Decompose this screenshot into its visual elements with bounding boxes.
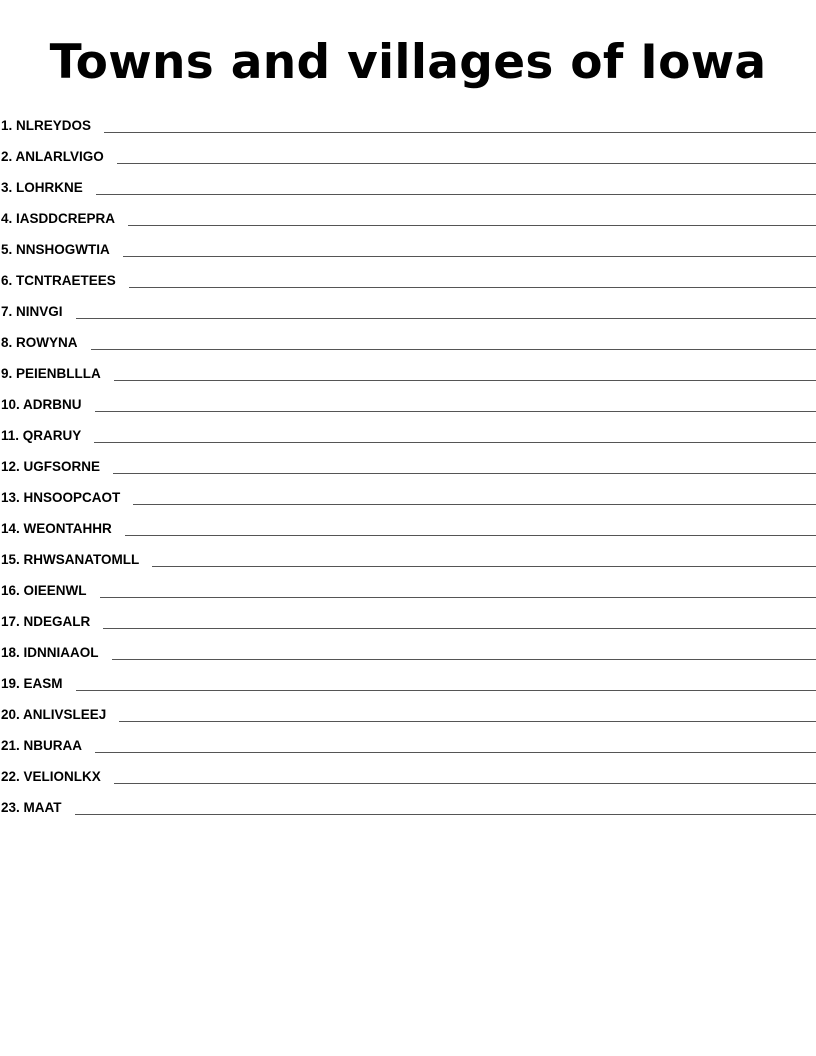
answer-line[interactable] [113, 473, 816, 474]
scrambled-word: NDEGALR [23, 613, 91, 629]
item-label [0, 580, 87, 602]
list-item [0, 544, 816, 575]
scrambled-word: PEIENBLLLA [16, 365, 101, 381]
scrambled-word: MAAT [23, 799, 62, 815]
scrambled-word: NLREYDOS [16, 117, 92, 133]
item-number: 19. [1, 675, 20, 691]
list-item [0, 141, 816, 172]
scrambled-word: NBURAA [23, 737, 83, 753]
scrambled-word: WEONTAHHR [23, 520, 112, 536]
item-label [0, 301, 63, 323]
page-title: Towns and villages of Iowa [49, 35, 767, 90]
scrambled-word: ADRBNU [23, 396, 82, 412]
item-label [0, 673, 63, 695]
item-label [0, 549, 139, 571]
answer-line[interactable] [100, 597, 816, 598]
item-number: 4. [1, 210, 13, 226]
answer-line[interactable] [76, 690, 816, 691]
list-item [0, 792, 816, 823]
scrambled-word: LOHRKNE [16, 179, 83, 195]
list-item [0, 606, 816, 637]
item-label [0, 394, 82, 416]
answer-line[interactable] [125, 535, 816, 536]
answer-line[interactable] [94, 442, 816, 443]
item-label [0, 115, 91, 137]
item-label [0, 642, 99, 664]
answer-line[interactable] [117, 163, 816, 164]
scrambled-word: ANLIVSLEEJ [23, 706, 107, 722]
answer-line[interactable] [119, 721, 816, 722]
item-number: 11. [1, 427, 20, 443]
answer-line[interactable] [129, 287, 816, 288]
item-number: 16. [1, 582, 20, 598]
answer-line[interactable] [123, 256, 816, 257]
answer-line[interactable] [152, 566, 816, 567]
item-number: 15. [1, 551, 20, 567]
item-label [0, 425, 81, 447]
item-number: 10. [1, 396, 20, 412]
answer-line[interactable] [95, 411, 816, 412]
list-item [0, 575, 816, 606]
list-item [0, 234, 816, 265]
item-label [0, 146, 104, 168]
list-item [0, 265, 816, 296]
item-label [0, 518, 112, 540]
item-number: 8. [1, 334, 13, 350]
answer-line[interactable] [91, 349, 816, 350]
answer-line[interactable] [95, 752, 816, 753]
scrambled-word: NNSHOGWTIA [16, 241, 110, 257]
item-number: 2. [1, 148, 13, 164]
list-item [0, 327, 816, 358]
scrambled-word: RHWSANATOMLL [23, 551, 140, 567]
scrambled-word: OIEENWL [23, 582, 87, 598]
item-number: 13. [1, 489, 20, 505]
item-label [0, 177, 83, 199]
item-number: 12. [1, 458, 20, 474]
word-scramble-list [0, 110, 816, 823]
scrambled-word: TCNTRAETEES [16, 272, 116, 288]
scrambled-word: ROWYNA [16, 334, 78, 350]
answer-line[interactable] [104, 132, 816, 133]
answer-line[interactable] [128, 225, 816, 226]
item-label [0, 766, 101, 788]
scrambled-word: IDNNIAAOL [23, 644, 99, 660]
list-item [0, 668, 816, 699]
item-number: 17. [1, 613, 20, 629]
item-number: 23. [1, 799, 20, 815]
item-number: 18. [1, 644, 20, 660]
scrambled-word: UGFSORNE [23, 458, 101, 474]
scrambled-word: NINVGI [16, 303, 63, 319]
item-label [0, 797, 62, 819]
answer-line[interactable] [114, 783, 816, 784]
item-label [0, 332, 78, 354]
list-item [0, 730, 816, 761]
list-item [0, 761, 816, 792]
answer-line[interactable] [112, 659, 816, 660]
scrambled-word: IASDDCREPRA [16, 210, 116, 226]
item-number: 3. [1, 179, 13, 195]
list-item [0, 637, 816, 668]
item-number: 14. [1, 520, 20, 536]
item-label [0, 208, 115, 230]
item-number: 5. [1, 241, 13, 257]
list-item [0, 420, 816, 451]
item-label [0, 363, 101, 385]
list-item [0, 513, 816, 544]
list-item [0, 451, 816, 482]
item-number: 1. [1, 117, 13, 133]
list-item [0, 482, 816, 513]
list-item [0, 172, 816, 203]
item-label [0, 487, 120, 509]
list-item [0, 110, 816, 141]
answer-line[interactable] [75, 814, 816, 815]
list-item [0, 389, 816, 420]
answer-line[interactable] [103, 628, 816, 629]
item-label [0, 270, 116, 292]
list-item [0, 203, 816, 234]
list-item [0, 358, 816, 389]
item-label [0, 611, 90, 633]
list-item [0, 699, 816, 730]
item-number: 21. [1, 737, 20, 753]
answer-line[interactable] [114, 380, 816, 381]
item-number: 7. [1, 303, 13, 319]
answer-line[interactable] [76, 318, 816, 319]
item-label [0, 735, 82, 757]
item-label [0, 239, 110, 261]
answer-line[interactable] [96, 194, 816, 195]
scrambled-word: HNSOOPCAOT [23, 489, 121, 505]
list-item [0, 296, 816, 327]
item-label [0, 704, 106, 726]
item-number: 9. [1, 365, 13, 381]
scrambled-word: QRARUY [22, 427, 82, 443]
scrambled-word: EASM [23, 675, 63, 691]
item-number: 6. [1, 272, 13, 288]
scrambled-word: ANLARLVIGO [15, 148, 104, 164]
answer-line[interactable] [133, 504, 816, 505]
item-number: 20. [1, 706, 20, 722]
scrambled-word: VELIONLKX [23, 768, 101, 784]
item-label [0, 456, 100, 478]
item-number: 22. [1, 768, 20, 784]
